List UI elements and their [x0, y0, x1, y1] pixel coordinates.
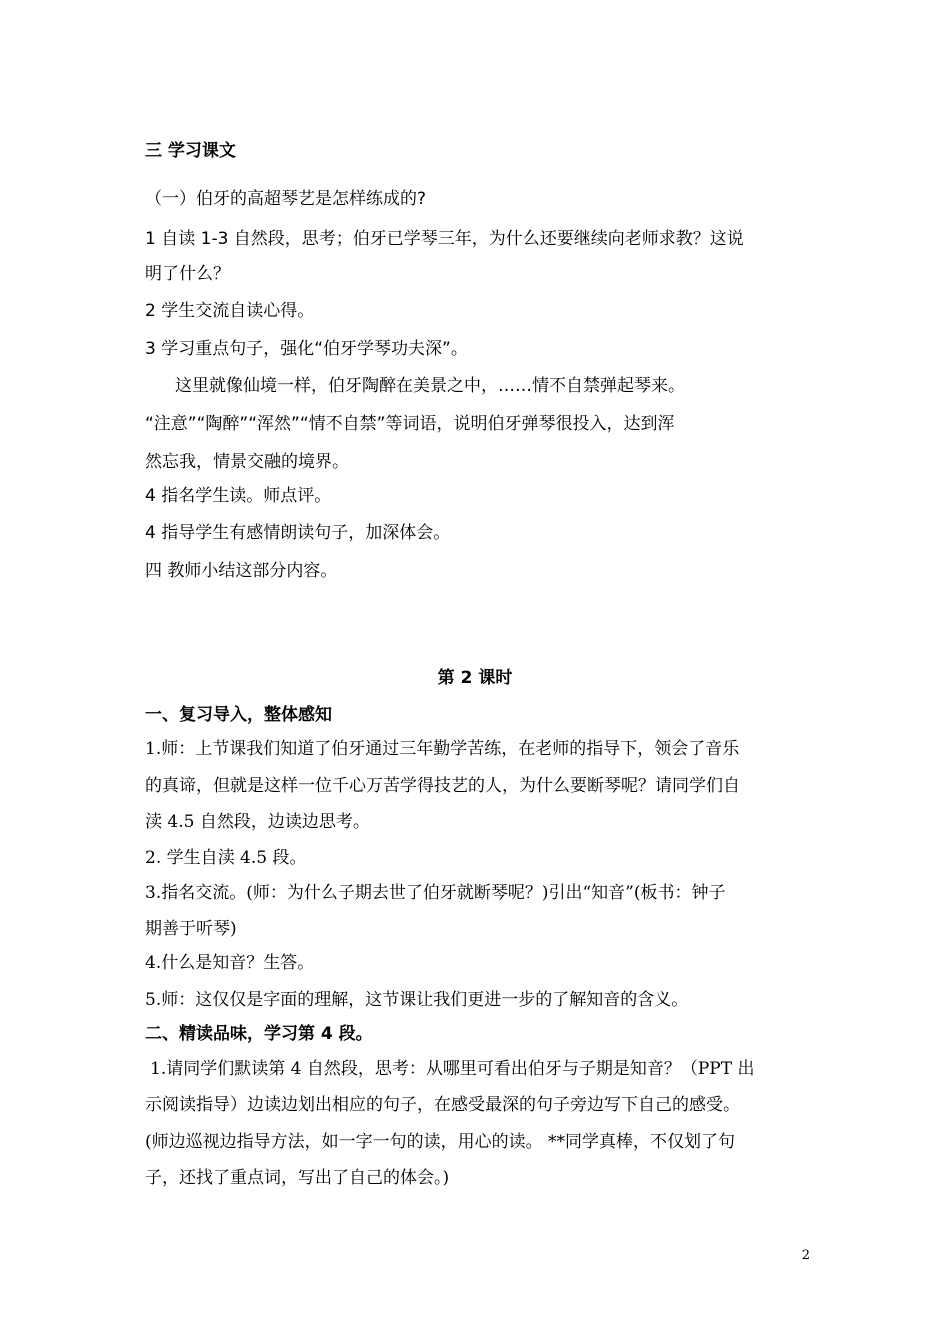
p3-line-2: 期善于听琴)	[145, 919, 237, 939]
p1-line-3: 渎 4.5 自然段，边读边思考。	[145, 812, 370, 832]
quoted-sentence: 这里就像仙境一样，伯牙陶醉在美景之中，……情不自禁弹起琴来。	[175, 376, 685, 396]
q1-line-2: 示阅读指导）边读边划出相应的句子，在感受最深的句子旁边写下自己的感受。	[145, 1095, 740, 1115]
part-1-heading: 一、复习导入，整体感知	[145, 705, 332, 725]
item-4b: 4 指导学生有感情朗读句子，加深体会。	[145, 523, 451, 543]
section-heading-study-text: 三 学习课文	[145, 141, 236, 161]
p1-line-2: 的真谛，但就是这样一位千心万苦学得技艺的人，为什么要断琴呢？请同学们自	[145, 776, 740, 796]
item-3: 3 学习重点句子，强化“伯牙学琴功夫深”。	[145, 339, 468, 359]
q1-line-3: (师边巡视边指导方法，如一字一句的读，用心的读。 **同学真棒，不仅划了句	[145, 1132, 736, 1152]
question-paragraph: （一）伯牙的高超琴艺是怎样练成的?	[145, 189, 427, 209]
explanation-line-1: “注意”“陶醉”“浑然”“情不自禁”等词语，说明伯牙弹琴很投入，达到浑	[145, 414, 675, 434]
item-1-line-2: 明了什么？	[145, 264, 230, 284]
part-2-heading: 二、精读品味，学习第 4 段。	[145, 1024, 373, 1044]
explanation-line-2: 然忘我，情景交融的境界。	[145, 452, 349, 472]
p5: 5.师：这仅仅是字面的理解，这节课让我们更进一步的了解知音的含义。	[145, 990, 689, 1010]
p2: 2. 学生自渎 4.5 段。	[145, 848, 307, 868]
item-4a: 4 指名学生读。师点评。	[145, 486, 332, 506]
lesson-2-title: 第 2 课时	[437, 668, 513, 688]
page-number: 2	[801, 1248, 810, 1263]
q1-line-1: 1.请同学们默读第 4 自然段，思考：从哪里可看出伯牙与子期是知音？（PPT 出	[150, 1059, 755, 1079]
q1-line-4: 子，还找了重点词，写出了自己的体会。)	[145, 1168, 450, 1188]
section-4-summary: 四 教师小结这部分内容。	[145, 561, 338, 581]
item-2: 2 学生交流自读心得。	[145, 301, 315, 321]
p3-line-1: 3.指名交流。(师：为什么子期去世了伯牙就断琴呢？)引出“知音”(板书：钟子	[145, 883, 726, 903]
p4: 4.什么是知音？生答。	[145, 953, 315, 973]
item-1-line-1: 1 自读 1-3 自然段，思考；伯牙已学琴三年，为什么还要继续向老师求教？这说	[145, 229, 744, 249]
p1-line-1: 1.师：上节课我们知道了伯牙通过三年勤学苦练，在老师的指导下，领会了音乐	[145, 739, 740, 759]
